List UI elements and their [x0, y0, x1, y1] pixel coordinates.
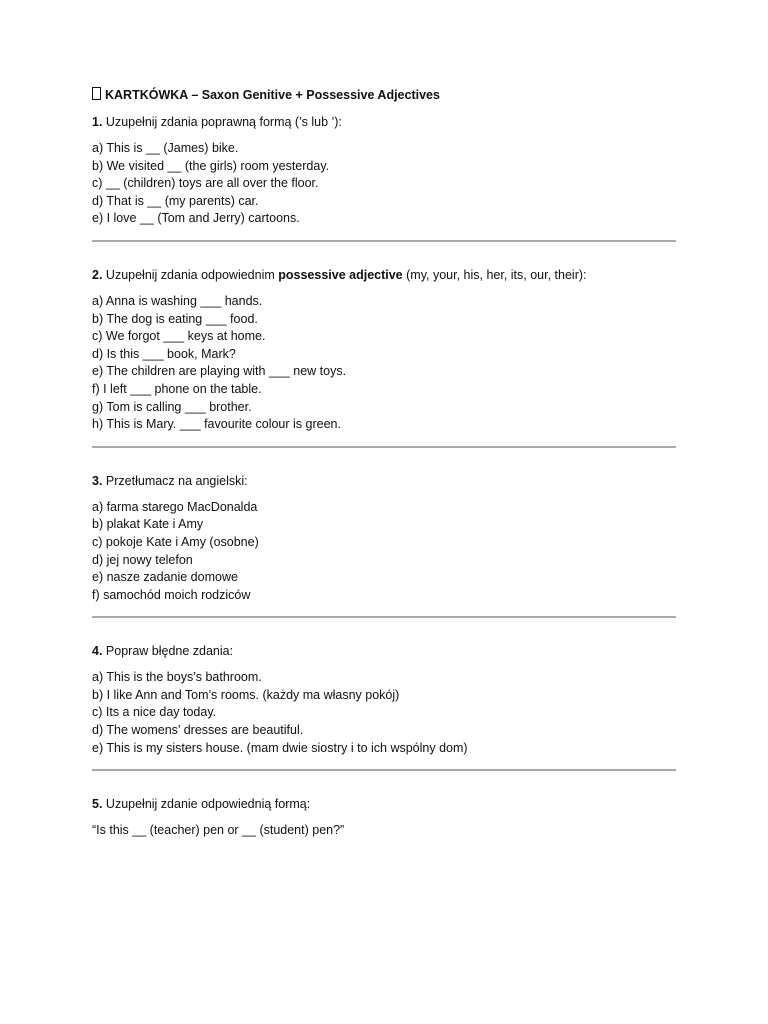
exercise-item: b) I like Ann and Tom’s rooms. (każdy ma własny pokój)	[92, 687, 400, 702]
exercise-3	[92, 472, 676, 605]
exercise-item: b) plakat Kate i Amy	[92, 517, 204, 532]
section-divider	[92, 616, 676, 618]
exercise-item: d) The womens’ dresses are beautiful.	[92, 723, 304, 738]
exercise-5-instruction	[92, 795, 676, 813]
exercise-item: g) Tom is calling ___ brother.	[92, 399, 252, 414]
instruction-text: Uzupełnij zdanie odpowiednią formą:	[102, 797, 311, 812]
exercise-item: e) I love __ (Tom and Jerry) cartoons.	[92, 211, 300, 226]
exercise-2-instruction	[92, 266, 676, 284]
exercise-item: f) I left ___ phone on the table.	[92, 381, 262, 396]
exercise-item: a) Anna is washing ___ hands.	[92, 293, 263, 308]
missing-glyph-box-icon	[92, 87, 101, 100]
exercise-number: 5.	[92, 797, 103, 812]
exercise-4-items	[92, 669, 676, 757]
exercise-3-items	[92, 499, 676, 605]
exercise-5-items	[92, 822, 676, 840]
exercise-number: 4.	[92, 644, 103, 659]
worksheet-title	[92, 86, 676, 104]
section-divider	[92, 446, 676, 448]
exercise-4	[92, 642, 676, 757]
instruction-emphasis: possessive adjective	[278, 267, 403, 282]
exercise-item: c) We forgot ___ keys at home.	[92, 329, 266, 344]
exercise-item: f) samochód moich rodziców	[92, 587, 251, 602]
exercise-1-items	[92, 140, 676, 228]
exercise-item: d) Is this ___ book, Mark?	[92, 346, 236, 361]
exercise-item: a) This is the boys’s bathroom.	[92, 670, 262, 685]
exercise-item: c) pokoje Kate i Amy (osobne)	[92, 534, 259, 549]
instruction-text: (my, your, his, her, its, our, their):	[402, 267, 587, 282]
instruction-text: Przetłumacz na angielski:	[102, 473, 248, 488]
instruction-text: Popraw błędne zdania:	[102, 644, 234, 659]
exercise-1	[92, 113, 676, 228]
exercise-4-instruction	[92, 642, 676, 660]
exercise-item: b) We visited __ (the girls) room yesterday.	[92, 158, 330, 173]
section-divider	[92, 240, 676, 242]
exercise-item: d) That is __ (my parents) car.	[92, 193, 259, 208]
exercise-5	[92, 795, 676, 840]
section-divider	[92, 769, 676, 771]
worksheet	[92, 86, 676, 840]
instruction-text: Uzupełnij zdania poprawną formą (’s lub ’):	[102, 115, 342, 129]
exercise-item: h) This is Mary. ___ favourite colour is green.	[92, 417, 341, 432]
exercise-2	[92, 266, 676, 434]
worksheet-title-text: KARTKÓWKA – Saxon Genitive + Possessive Adjectives	[105, 88, 440, 102]
instruction-text: Uzupełnij zdania odpowiednim	[102, 267, 279, 282]
exercise-item: a) This is __ (James) bike.	[92, 141, 239, 155]
exercise-number: 1.	[92, 115, 103, 129]
exercise-item: “Is this __ (teacher) pen or __ (student) pen?”	[92, 823, 345, 838]
exercise-item: a) farma starego MacDonalda	[92, 499, 258, 514]
exercise-item: d) jej nowy telefon	[92, 552, 193, 567]
exercise-3-instruction	[92, 472, 676, 490]
exercise-item: c) __ (children) toys are all over the floor.	[92, 176, 319, 191]
exercise-item: e) nasze zadanie domowe	[92, 570, 238, 585]
exercise-item: e) This is my sisters house. (mam dwie siostry i to ich wspólny dom)	[92, 740, 468, 755]
exercise-2-items	[92, 293, 676, 434]
exercise-item: e) The children are playing with ___ new toys.	[92, 364, 347, 379]
exercise-number: 2.	[92, 267, 103, 282]
exercise-number: 3.	[92, 473, 103, 488]
exercise-item: c) Its a nice day today.	[92, 705, 217, 720]
exercise-item: b) The dog is eating ___ food.	[92, 311, 258, 326]
exercise-1-instruction	[92, 113, 676, 131]
